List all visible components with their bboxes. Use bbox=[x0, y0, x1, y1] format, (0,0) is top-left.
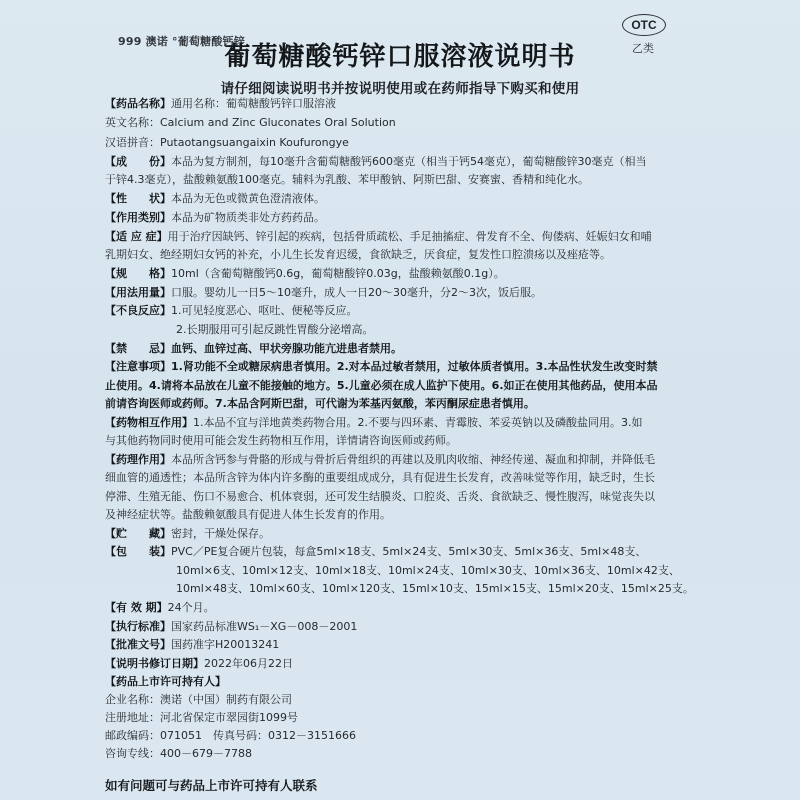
section-spec: 【规 格】10ml（含葡萄糖酸钙0.6g，葡萄糖酸锌0.03g，盐酸赖氨酸0.1g）。 bbox=[105, 267, 505, 280]
holder-postcode-fax: 邮政编码：071051 传真号码：0312－3151666 bbox=[105, 729, 356, 742]
section-storage: 【贮 藏】密封，干燥处保存。 bbox=[105, 527, 270, 540]
section-indications: 【适 应 症】用于治疗因缺钙、锌引起的疾病，包括骨质疏松、手足抽搐症、骨发育不全、佝偻病、妊娠妇女和哺 bbox=[105, 230, 652, 243]
section-appearance: 【性 状】本品为无色或微黄色澄清液体。 bbox=[105, 192, 325, 205]
section-ingredients: 【成 份】本品为复方制剂，每10毫升含葡萄糖酸钙600毫克（相当于钙54毫克），葡萄糖酸锌30毫克（相当 bbox=[105, 155, 647, 168]
cautions-line-3: 前请咨询医师或药师。7.本品含阿斯巴甜，可代谢为苯基丙氨酸，苯丙酮尿症患者慎用。 bbox=[105, 397, 535, 410]
document-title: 葡萄糖酸钙锌口服溶液说明书 bbox=[224, 42, 576, 72]
ingredients-line-2: 于锌4.3毫克），盐酸赖氨酸100毫克。辅料为乳酸、苯甲酸钠、阿斯巴甜、安赛蜜、香精和纯化水。 bbox=[105, 173, 589, 186]
pharmacology-line-3: 停滞、生殖无能、伤口不易愈合、机体衰弱，还可发生结膜炎、口腔炎、舌炎、食欲缺乏、慢性腹泻，味觉丧失以 bbox=[105, 490, 655, 503]
section-contraindications: 【禁 忌】血钙、血锌过高、甲状旁腺功能亢进患者禁用。 bbox=[105, 342, 402, 355]
holder-hotline: 咨询专线：400－679－7788 bbox=[105, 747, 252, 760]
cautions-line-2: 止使用。4.请将本品放在儿童不能接触的地方。5.儿童必须在成人监护下使用。6.如正在使用其他药品，使用本品 bbox=[105, 379, 658, 392]
usage-warning: 请仔细阅读说明书并按说明使用或在药师指导下购买和使用 bbox=[220, 81, 580, 97]
contact-footer: 如有问题可与药品上市许可持有人联系 bbox=[105, 778, 318, 793]
section-cautions: 【注意事项】1.肾功能不全或糖尿病患者慎用。2.对本品过敏者禁用，过敏体质者慎用。3.本品性状发生改变时禁 bbox=[105, 360, 658, 373]
package-line-2: 10ml×6支、10ml×12支、10ml×18支、10ml×24支、10ml×30支、10ml×36支、10ml×42支、 bbox=[176, 564, 680, 577]
pharmacology-line-2: 细血管的通透性；本品所含锌为体内许多酶的重要组成成分，具有促进生长发育，改善味觉等作用，缺乏时，生长 bbox=[105, 471, 655, 484]
section-name: 【药品名称】通用名称：葡萄糖酸钙锌口服溶液 bbox=[105, 97, 336, 110]
holder-company: 企业名称：澳诺（中国）制药有限公司 bbox=[105, 693, 292, 706]
section-category: 【作用类别】本品为矿物质类非处方药药品。 bbox=[105, 211, 325, 224]
pinyin-name: 汉语拼音：Putaotangsuangaixin Koufurongye bbox=[105, 136, 349, 149]
adverse-line-2: 2.长期服用可引起反跳性胃酸分泌增高。 bbox=[176, 323, 374, 336]
section-standard: 【执行标准】国家药品标准WS₁－XG－008－2001 bbox=[105, 620, 358, 633]
section-approval: 【批准文号】国药准字H20013241 bbox=[105, 638, 280, 651]
section-package: 【包 装】PVC／PE复合硬片包装，每盒5ml×18支、5ml×24支、5ml×30支、5ml×36支、5ml×48支、 bbox=[105, 545, 647, 558]
section-revision-date: 【说明书修订日期】2022年06月22日 bbox=[105, 657, 293, 670]
section-dosage: 【用法用量】口服。婴幼儿一日5～10毫升，成人一日20～30毫升，分2～3次，饭后服。 bbox=[105, 286, 542, 299]
brand-logo: 999 澳诺 °葡萄糖酸钙锌 bbox=[118, 35, 245, 48]
interactions-line-2: 与其他药物同时使用可能会发生药物相互作用，详情请咨询医师或药师。 bbox=[105, 434, 457, 447]
pharmacology-line-4: 及神经症状等。盐酸赖氨酸具有促进人体生长发育的作用。 bbox=[105, 508, 391, 521]
indications-line-2: 乳期妇女、绝经期妇女钙的补充，小儿生长发育迟缓，食欲缺乏，厌食症，复发性口腔溃疡以及痤疮等。 bbox=[105, 248, 611, 261]
otc-class-label: 乙类 bbox=[632, 42, 654, 55]
holder-address: 注册地址：河北省保定市翠园街1099号 bbox=[105, 711, 298, 724]
section-adverse: 【不良反应】1.可见轻度恶心、呕吐、便秘等反应。 bbox=[105, 304, 358, 317]
section-pharmacology: 【药理作用】本品所含钙参与骨骼的形成与骨折后骨组织的再建以及肌肉收缩、神经传递、凝血和抑制，并降低毛 bbox=[105, 453, 655, 466]
english-name: 英文名称：Calcium and Zinc Gluconates Oral Solution bbox=[105, 116, 396, 129]
otc-badge: OTC bbox=[622, 14, 666, 36]
section-holder: 【药品上市许可持有人】 bbox=[105, 675, 226, 688]
section-interactions: 【药物相互作用】1.本品不宜与洋地黄类药物合用。2.不要与四环素、青霉胺、苯妥英钠以及磷酸盐同用。3.如 bbox=[105, 416, 643, 429]
section-validity: 【有 效 期】24个月。 bbox=[105, 601, 215, 614]
package-line-3: 10ml×48支、10ml×60支、10ml×120支、15ml×10支、15ml×15支、15ml×20支、15ml×25支。 bbox=[176, 582, 694, 595]
